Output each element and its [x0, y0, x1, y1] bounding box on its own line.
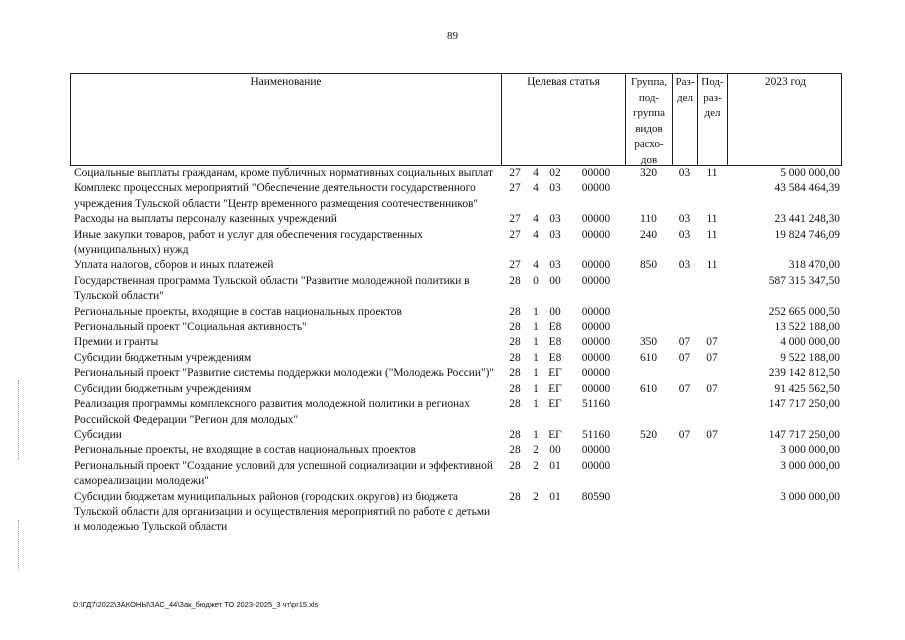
article-code-1: 28: [509, 274, 521, 287]
article-code-4: 00000: [581, 274, 611, 287]
article-code-1: 28: [509, 459, 521, 472]
section-code: 07: [678, 351, 691, 364]
subsection-code: 11: [706, 228, 718, 241]
row-name: Субсидии бюджетам муниципальных районов (городских округов) из бюджета Тульской области для организации и осуществления мероприятий по работе с детьми и молодежью Тульской области: [74, 490, 491, 534]
amount-2023: 19 824 746,09: [774, 228, 840, 241]
amount-2023: 13 522 188,00: [774, 321, 840, 334]
article-code-2: 1: [533, 305, 539, 318]
table-row: [70, 274, 842, 305]
article-code-1: 27: [509, 213, 521, 226]
budget-table: [70, 73, 842, 536]
article-code-3: 00: [549, 305, 561, 318]
subsection-code: 07: [706, 351, 718, 364]
section-code: 03: [678, 167, 691, 179]
expense-group: 610: [639, 382, 658, 395]
subsection-code: 07: [706, 336, 718, 349]
article-code-3: 00: [549, 444, 561, 457]
row-name: Государственная программа Тульской области "Развитие молодежной политики в Тульской области": [74, 274, 470, 303]
article-code-3: Е8: [548, 336, 562, 349]
amount-2023: 91 425 562,50: [774, 382, 840, 395]
amount-2023: 43 584 464,39: [774, 182, 840, 195]
expense-group: 850: [639, 259, 658, 272]
row-name: Комплекс процессных мероприятий "Обеспечение деятельности государственного учреждения Тульской области "Центр временного размещения соотечественников": [74, 182, 479, 210]
subsection-code: 11: [706, 259, 718, 272]
article-code-4: 80590: [581, 490, 611, 503]
margin-dots: [18, 380, 21, 460]
section-code: 03: [678, 259, 691, 272]
table-row: [70, 335, 842, 350]
amount-2023: 147 717 250,00: [768, 428, 840, 441]
article-code-4: 00000: [581, 259, 611, 272]
section-code: 03: [678, 213, 691, 226]
table-row: [70, 366, 842, 381]
article-code-4: 00000: [581, 459, 611, 472]
expense-group: 110: [640, 213, 657, 226]
table-row: [70, 212, 842, 227]
header-target-article: Целевая статья: [502, 74, 626, 165]
table-body: [70, 166, 842, 536]
subsection-code: 07: [706, 428, 718, 441]
article-code-3: ЕГ: [548, 382, 562, 395]
article-code-1: 28: [509, 367, 521, 380]
amount-2023: 318 470,00: [788, 259, 840, 272]
table-row: [70, 305, 842, 320]
article-code-2: 1: [533, 367, 539, 380]
article-code-4: 00000: [581, 305, 611, 318]
header-subsection: Под- раз- дел: [698, 74, 728, 165]
article-code-3: 02: [549, 167, 561, 179]
article-code-3: Е8: [548, 321, 562, 334]
article-code-3: 03: [549, 259, 561, 272]
article-code-1: 28: [509, 382, 521, 395]
article-code-2: 1: [533, 321, 539, 334]
table-row: [70, 443, 842, 458]
article-code-2: 1: [533, 428, 539, 441]
amount-2023: 587 315 347,50: [768, 274, 840, 287]
article-code-3: 03: [549, 228, 561, 241]
table-row: [70, 490, 842, 536]
article-code-4: 00000: [581, 336, 611, 349]
subsection-code: 11: [706, 167, 718, 179]
article-code-4: 51160: [581, 428, 611, 441]
row-name: Социальные выплаты гражданам, кроме публичных нормативных социальных выплат: [74, 167, 493, 179]
article-code-2: 2: [533, 444, 539, 457]
article-code-1: 27: [509, 228, 521, 241]
subsection-code: 11: [706, 213, 718, 226]
expense-group: 320: [639, 167, 658, 179]
amount-2023: 23 441 248,30: [774, 213, 840, 226]
article-code-3: ЕГ: [548, 398, 562, 411]
row-name: Региональные проекты, входящие в состав национальных проектов: [74, 305, 402, 318]
row-name: Региональные проекты, не входящие в состав национальных проектов: [74, 444, 416, 457]
article-code-3: 01: [549, 459, 561, 472]
article-code-4: 00000: [581, 321, 611, 334]
file-path-footer: D:\ГД7\2022\ЗАКОНЫ\ЗАС_44\Зак_бюджет ТО 2023-2025_3 чт\pr15.xls: [73, 600, 319, 609]
article-code-3: ЕГ: [548, 367, 562, 380]
article-code-1: 28: [509, 444, 521, 457]
article-code-1: 27: [509, 259, 521, 272]
section-code: 07: [678, 336, 691, 349]
row-name: Реализация программы комплексного развития молодежной политики в регионах Российской Федерации "Регион для молодых": [74, 398, 470, 426]
article-code-4: 00000: [581, 382, 611, 395]
article-code-2: 1: [533, 351, 539, 364]
article-code-4: 00000: [581, 228, 611, 241]
amount-2023: 147 717 250,00: [768, 398, 840, 411]
amount-2023: 239 142 812,50: [768, 367, 840, 380]
article-code-2: 2: [533, 459, 539, 472]
article-code-1: 28: [509, 398, 521, 411]
article-code-2: 1: [533, 336, 539, 349]
expense-group: 350: [639, 336, 658, 349]
subsection-code: 07: [706, 382, 718, 395]
amount-2023: 252 665 000,50: [768, 305, 840, 318]
expense-group: 610: [639, 351, 658, 364]
section-code: 07: [678, 428, 691, 441]
expense-group: 520: [639, 428, 658, 441]
expense-group: 240: [639, 228, 658, 241]
article-code-3: 03: [549, 182, 561, 195]
article-code-4: 00000: [581, 444, 611, 457]
amount-2023: 3 000 000,00: [780, 444, 840, 457]
row-name: Расходы на выплаты персоналу казенных учреждений: [74, 213, 337, 226]
article-code-2: 4: [533, 228, 539, 241]
article-code-1: 27: [509, 167, 521, 179]
article-code-1: 28: [509, 321, 521, 334]
article-code-4: 00000: [581, 367, 611, 380]
article-code-1: 28: [509, 490, 521, 503]
table-header: [70, 73, 842, 166]
amount-2023: 9 522 188,00: [780, 351, 840, 364]
article-code-2: 4: [533, 167, 539, 179]
table-row: [70, 428, 842, 443]
table-row: [70, 258, 842, 273]
table-row: [70, 397, 842, 428]
amount-2023: 3 000 000,00: [780, 459, 840, 472]
header-name: Наименование: [71, 74, 502, 165]
margin-dots: [18, 520, 21, 570]
article-code-1: 28: [509, 351, 521, 364]
article-code-2: 4: [533, 213, 539, 226]
header-group: Группа, под- группа видов расхо- дов: [626, 74, 673, 165]
article-code-4: 00000: [581, 213, 611, 226]
article-code-3: Е8: [548, 351, 562, 364]
article-code-3: 03: [549, 213, 561, 226]
article-code-1: 28: [509, 305, 521, 318]
article-code-3: 01: [549, 490, 561, 503]
table-row: [70, 166, 842, 181]
article-code-1: 27: [509, 182, 521, 195]
article-code-4: 00000: [581, 182, 611, 195]
article-code-3: ЕГ: [548, 428, 562, 441]
article-code-4: 00000: [581, 167, 611, 179]
article-code-3: 00: [549, 274, 561, 287]
article-code-2: 1: [533, 382, 539, 395]
header-year: 2023 год: [764, 76, 807, 88]
article-code-2: 4: [533, 182, 539, 195]
row-name: Региональный проект "Развитие системы поддержки молодежи ("Молодежь России")": [74, 367, 495, 380]
table-row: [70, 181, 842, 212]
article-code-1: 28: [509, 336, 521, 349]
article-code-1: 28: [509, 428, 521, 441]
row-name: Региональный проект "Создание условий для успешной социализации и эффективной самореализации молодежи": [74, 459, 493, 488]
article-code-2: 1: [533, 398, 539, 411]
table-row: [70, 228, 842, 259]
row-name: Иные закупки товаров, работ и услуг для обеспечения государственных (муниципальных) нужд: [74, 228, 423, 257]
article-code-2: 2: [533, 490, 539, 503]
row-name: Субсидии бюджетным учреждениям: [74, 351, 252, 364]
table-row: [70, 459, 842, 490]
row-name: Премии и гранты: [74, 336, 159, 349]
row-name: Уплата налогов, сборов и иных платежей: [74, 259, 274, 272]
article-code-4: 00000: [581, 351, 611, 364]
section-code: 03: [678, 228, 691, 241]
table-row: [70, 320, 842, 335]
amount-2023: 4 000 000,00: [780, 336, 840, 349]
amount-2023: 5 000 000,00: [780, 167, 840, 179]
article-code-2: 4: [533, 259, 539, 272]
article-code-4: 51160: [581, 398, 611, 411]
table-row: [70, 382, 842, 397]
table-row: [70, 351, 842, 366]
header-section: Раз- дел: [673, 74, 698, 165]
section-code: 07: [678, 382, 691, 395]
row-name: Субсидии: [74, 428, 122, 441]
row-name: Региональный проект "Социальная активность": [74, 321, 307, 334]
row-name: Субсидии бюджетным учреждениям: [74, 382, 252, 395]
article-code-2: 0: [533, 274, 539, 287]
page-number: 89: [447, 30, 458, 42]
amount-2023: 3 000 000,00: [780, 490, 840, 503]
